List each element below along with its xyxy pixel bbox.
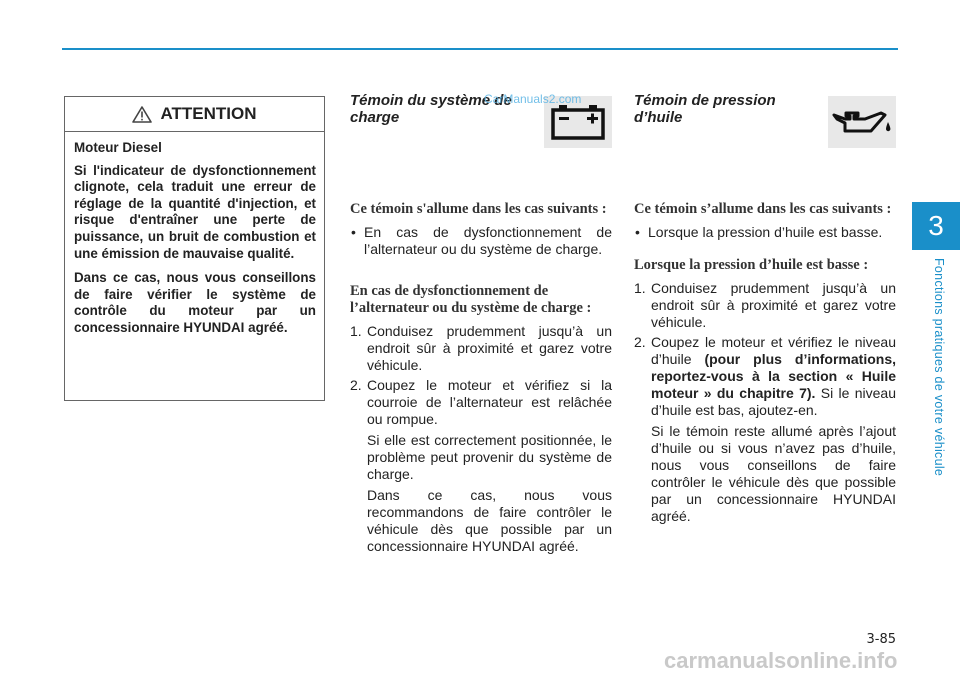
step-text: Conduisez prudemment jusqu’à un endroit sûr à proximité et garez votre véhicule.: [651, 280, 896, 330]
attention-title: ATTENTION: [160, 104, 257, 123]
charge-step-2-para-2: Dans ce cas, nous vous recommandons de faire contrôler le véhicule dès que possible par un concessionnaire HYUNDAI agréé.: [367, 487, 612, 554]
oil-title: Témoin de pression d’huile: [634, 92, 776, 126]
battery-icon: [550, 104, 606, 140]
charge-section: [350, 92, 612, 555]
chapter-tab: [912, 202, 960, 250]
step-number: 1.: [350, 323, 362, 339]
oil-intro: Ce témoin s’allume dans les cas suivants :: [634, 201, 892, 217]
oil-icon-box: [828, 96, 896, 148]
step-text: Conduisez prudemment jusqu’à un endroit sûr à proximité et garez votre véhicule.: [367, 323, 612, 373]
step-text-b: Si le niveau d’huile est bas, ajoutez-en.: [651, 385, 896, 418]
attention-body: [65, 132, 324, 337]
oil-step-1: [634, 280, 896, 331]
charge-bullet: • En cas de dysfonctionnement de l’alternateur ou du système de charge.: [350, 224, 612, 258]
oil-can-icon: [831, 107, 893, 137]
oil-bullet: • Lorsque la pression d’huile est basse.: [634, 224, 896, 241]
step-number: 2.: [350, 377, 362, 393]
step-text-bold: (pour plus d’informations, reportez-vous à la section « Huile moteur » du chapitre 7).: [651, 351, 896, 401]
step-number: 2.: [634, 334, 646, 350]
oil-step-2-para-1: Si le témoin reste allumé après l’ajout d’huile ou si vous n’avez pas d’huile, nous vous conseillons de faire contrôler le véhicule dès que possible par un concessionnaire HYUNDAI agréé.: [651, 423, 896, 524]
charge-subheading: En cas de dysfonctionnement de l’alternateur ou du système de charge :: [350, 283, 592, 316]
attention-paragraph-1: Si l'indicateur de dysfonctionnement clignote, cela traduit une erreur de réglage de la quantité d'injection, et risque d'entraîner une perte de puissance, un bruit de combustion et une émission de mauvaise qualité.: [74, 162, 316, 261]
step-text: Coupez le moteur et vérifiez si la courroie de l’alternateur est relâchée ou rompue.: [367, 377, 612, 427]
step-text-a: Coupez le moteur et vérifiez le niveau d’huile: [651, 334, 896, 367]
header-rule: [62, 48, 898, 50]
oil-subheading: Lorsque la pression d’huile est basse :: [634, 257, 869, 273]
watermark-top: CarManuals2.com: [484, 92, 582, 106]
charge-title: Témoin du système de charge: [350, 92, 512, 126]
chapter-title: Fonctions pratiques de votre véhicule: [932, 258, 946, 477]
page-number: 3-85: [866, 632, 896, 647]
oil-section: [634, 92, 896, 525]
oil-step-2: [634, 334, 896, 419]
charge-step-1: [350, 323, 612, 374]
attention-subtitle: Moteur Diesel: [74, 140, 162, 155]
charge-step-2-para-1: Si elle est correctement positionnée, le problème peut provenir du système de charge.: [367, 432, 612, 482]
step-number: 1.: [634, 280, 646, 296]
charge-step-2: [350, 377, 612, 428]
chapter-number: 3: [928, 210, 944, 241]
charge-intro: Ce témoin s'allume dans les cas suivants :: [350, 201, 607, 217]
attention-header: [65, 97, 324, 132]
warning-triangle-icon: [132, 106, 152, 123]
attention-paragraph-2: Dans ce cas, nous vous conseillons de faire vérifier le système de contrôle du moteur par un concessionnaire HYUNDAI agréé.: [74, 270, 316, 335]
attention-box: [64, 96, 325, 401]
watermark-footer: carmanualsonline.info: [664, 648, 898, 673]
